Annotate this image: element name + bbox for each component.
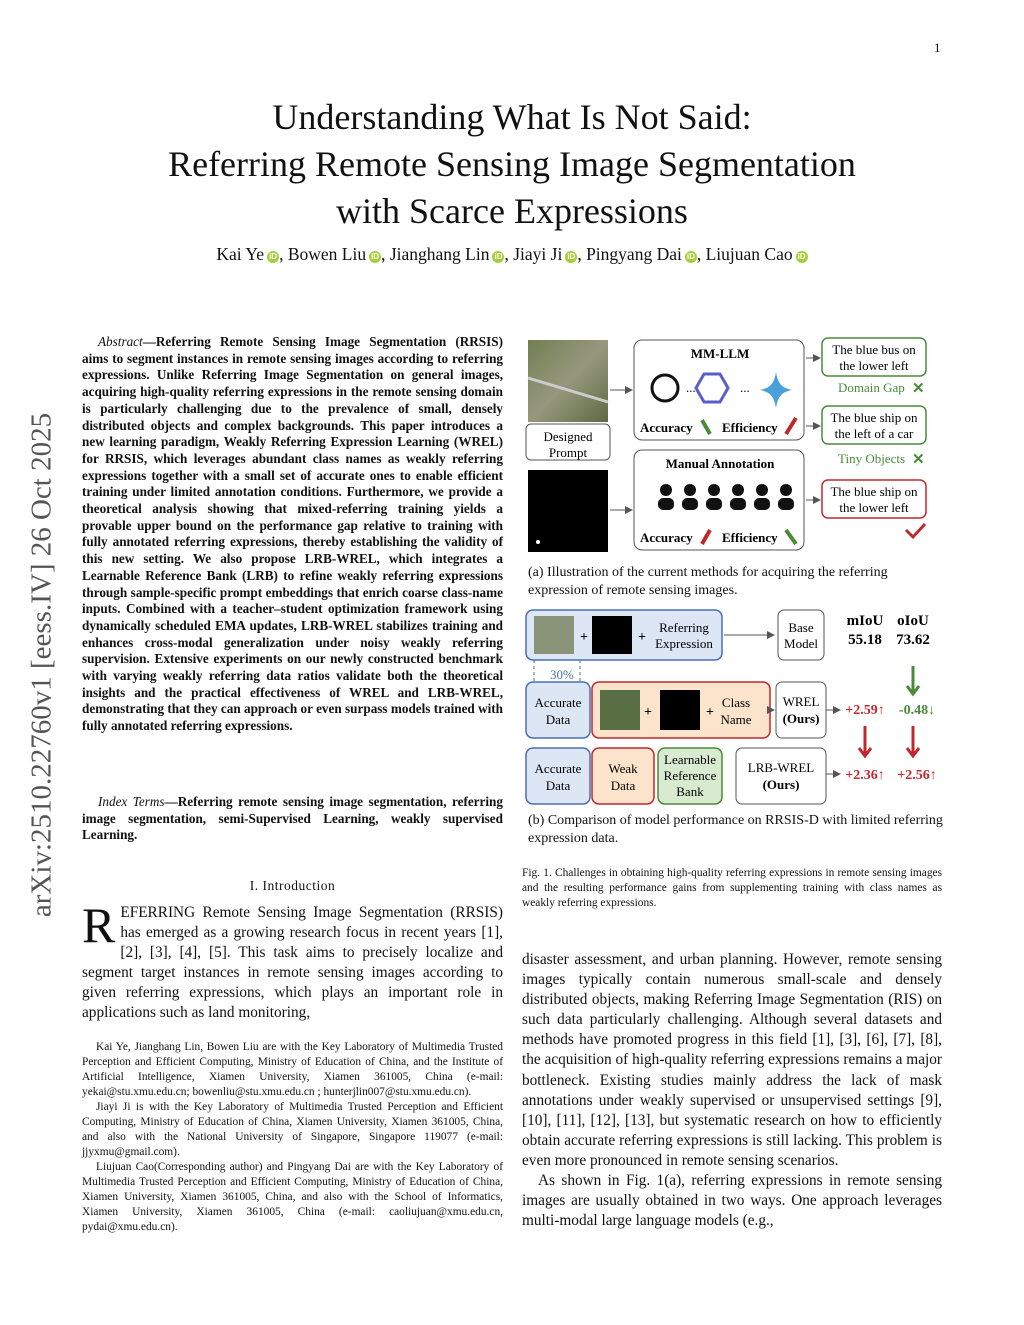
subcaption-b: (b) Comparison of model performance on RRSIS-D with limited referring expression data. bbox=[528, 813, 943, 846]
plus-sign: + bbox=[706, 705, 714, 720]
footnote: Kai Ye, Jianghang Lin, Bowen Liu are with the Key Laboratory of Multimedia Trusted Perception and Efficient Computing, Ministry of Education of China, and the Institute of Artificial Intelligence, Xiamen University, Xiamen 361005, China (e-mail: yekai@stu.xmu.edu.cn; bowenliu@stu.xmu.edu.cn ; hunterjlin007@stu.xmu.edu.cn). bbox=[82, 1041, 503, 1098]
author: Kai Ye bbox=[216, 244, 265, 264]
designed-prompt-label: Prompt bbox=[548, 445, 588, 460]
index-terms bbox=[82, 794, 503, 844]
ellipsis: ... bbox=[686, 380, 696, 395]
referring-expression-label: Expression bbox=[655, 636, 713, 651]
accurate-data-box bbox=[526, 748, 590, 804]
lrb-label: Learnable bbox=[664, 752, 716, 767]
mask-image bbox=[592, 616, 632, 654]
class-name-label: Name bbox=[720, 712, 752, 727]
efficiency-label: Efficiency bbox=[722, 530, 778, 545]
manual-annotation-label: Manual Annotation bbox=[665, 456, 775, 471]
orcid-icon[interactable]: iD bbox=[371, 252, 380, 261]
cross-icon: ✕ bbox=[912, 452, 925, 468]
lrb-wrel-box bbox=[736, 748, 826, 804]
author-list: Kai Ye iD , Bowen Liu iD , Jianghang Lin iD , Jiayi Ji iD , Pingyang Dai iD , Liujuan Cao iD bbox=[216, 244, 806, 264]
ratio-label: 30% bbox=[550, 667, 574, 682]
orcid-icon[interactable]: iD bbox=[494, 252, 503, 261]
oiou-header: oIoU bbox=[897, 613, 929, 629]
wrel-miou-gain: +2.59↑ bbox=[845, 703, 885, 718]
intro-paragraph bbox=[82, 897, 503, 1024]
output-expression-text: the lower left bbox=[839, 500, 909, 515]
satellite-image bbox=[534, 616, 574, 654]
title-line-3: with Scarce Expressions bbox=[336, 191, 688, 231]
page-number: 1 bbox=[934, 40, 941, 55]
title-line-2: Referring Remote Sensing Image Segmentation bbox=[168, 144, 856, 184]
index-terms-label: Index Terms bbox=[98, 794, 165, 809]
subcaption-a: (a) Illustration of the current methods for acquiring the referring expression of remote sensing images. bbox=[528, 565, 888, 598]
drop-cap: R bbox=[82, 897, 116, 953]
lrb-label: Reference bbox=[663, 768, 717, 783]
down-arrow-icon bbox=[859, 726, 871, 756]
accurate-data-label: Data bbox=[545, 712, 571, 727]
mask-image bbox=[528, 470, 608, 552]
accuracy-label: Accuracy bbox=[640, 420, 693, 435]
down-arrow-icon bbox=[907, 666, 919, 694]
miou-header: mIoU bbox=[846, 613, 884, 629]
output-expression-text: the lower left bbox=[839, 358, 909, 373]
footnotes bbox=[82, 1040, 503, 1235]
ellipsis: ... bbox=[740, 380, 750, 395]
lrb-wrel-oiou-gain: +2.56↑ bbox=[897, 768, 937, 783]
abstract-text: —Referring Remote Sensing Image Segmentation (RRSIS) aims to segment instances in remote sensing images according to referring expressions. Unlike Referring Image Segmentation on general images, acquiring high-quality referring expressions in the remote sensing domain is particularly challenging due to the prevalence of small, densely distributed objects and complex backgrounds. This paper introduces a new learning paradigm, Weakly Referring Expression Learning (WREL) for RRSIS, which leverages abundant class names as weakly referring expressions together with a small set of accurate ones to enable efficient training under limited annotation conditions. Furthermore, we provide a theoretical analysis showing that mixed-referring training yields a provable upper bound on the performance gap relative to training with fully annotated referring expressions, thereby establishing the validity of this new setting. We also propose LRB-WREL, which integrates a Learnable Reference Bank (LRB) to refine weakly referring expressions through sample-specific prompt embeddings that enrich coarse class-name inputs. Combined with a teacher–student optimization framework using dynamically scheduled EMA updates, LRB-WREL stabilizes training and enhances cross-modal generalization under noisy weakly referring supervision. Extensive experiments on our newly constructed benchmark with varying weakly referring data ratios validate both the theoretical insights and the practical effectiveness of WREL and LRB-WREL, demonstrating that they can approach or even surpass models trained with fully annotated referring expressions. bbox=[82, 334, 503, 734]
weak-data-label: Data bbox=[610, 778, 636, 793]
class-name-label: Class bbox=[721, 695, 751, 710]
efficiency-label: Efficiency bbox=[722, 420, 778, 435]
base-model-box bbox=[778, 610, 824, 660]
arxiv-sidebar bbox=[12, 360, 72, 970]
orcid-icon[interactable]: iD bbox=[797, 252, 806, 261]
author: Pingyang Dai bbox=[586, 244, 682, 264]
figure-caption: Fig. 1. Challenges in obtaining high-quality referring expressions in remote sensing images and the resulting performance gains from supplementing training with class names as weakly referring expressions. bbox=[522, 867, 942, 909]
orcid-icon[interactable]: iD bbox=[686, 252, 695, 261]
author: Bowen Liu bbox=[287, 244, 367, 264]
orcid-icon[interactable]: iD bbox=[269, 252, 278, 261]
abstract bbox=[82, 334, 503, 735]
lrb-wrel-label: (Ours) bbox=[762, 777, 800, 792]
index-terms-text: —Referring remote sensing image segmentation, referring image segmentation, semi-Supervised Learning, weakly supervised Learning. bbox=[82, 794, 503, 843]
orcid-icon[interactable]: iD bbox=[567, 252, 576, 261]
check-icon bbox=[906, 524, 925, 537]
cross-icon: ✕ bbox=[912, 381, 925, 397]
intro-text: disaster assessment, and urban planning. However, remote sensing images typically contain numerous small-scale and densely distributed objects, making Referring Image Segmentation (RIS) on such data particularly challenging. Although several datasets and methods have promoted progress in this field [1], [3], [6], [7], [8], the acquisition of high-quality referring expressions remains a major bottleneck. Existing studies mainly address the lack of mask annotations under weakly supervised or unsupervised settings [9], [10], [11], [12], [13], but systematic research on how to efficiently obtain accurate referring expressions is still lacking. This problem is even more pronounced in remote sensing scenarios. bbox=[522, 951, 942, 1169]
down-arrow-icon bbox=[907, 726, 919, 756]
wrel-box bbox=[776, 682, 826, 738]
author: Jianghang Lin bbox=[389, 244, 490, 264]
base-model-label: Base bbox=[788, 620, 814, 635]
intro-text: EFERRING Remote Sensing Image Segmentation (RRSIS) has emerged as a growing research focus in recent years [1], [2], [3], [4], [5]. This task aims to precisely localize and segment target instances in remote sensing images according to given referring expressions, which plays an important role in applications such as land monitoring, bbox=[82, 904, 503, 1022]
output-expression-text: The blue ship on bbox=[830, 410, 918, 425]
weak-data-box bbox=[592, 748, 654, 804]
lrb-wrel-label: LRB-WREL bbox=[747, 760, 815, 775]
plus-sign: + bbox=[638, 630, 646, 645]
arxiv-id: arXiv:2510.22760v1 [eess.IV] 26 Oct 2025 bbox=[25, 412, 58, 918]
abstract-label: Abstract bbox=[98, 334, 143, 349]
title-line-1: Understanding What Is Not Said: bbox=[272, 97, 752, 137]
lrb-wrel-miou-gain: +2.36↑ bbox=[845, 768, 885, 783]
oiou-value: 73.62 bbox=[896, 632, 930, 648]
base-model-label: Model bbox=[784, 636, 818, 651]
paper-title bbox=[80, 94, 944, 235]
accurate-data-label: Accurate bbox=[534, 695, 582, 710]
footnote: Jiayi Ji is with the Key Laboratory of Multimedia Trusted Perception and Efficient Computing, Ministry of Education of China, Xiamen University, Xiamen 361005, China, and also with the National University of Singapore, Singapore 119077 (e-mail: jjyxmu@gmail.com). bbox=[82, 1101, 503, 1158]
mask-image bbox=[660, 690, 700, 730]
output-expression-text: The blue ship on bbox=[830, 484, 918, 499]
footnote: Liujuan Cao(Corresponding author) and Pingyang Dai are with the Key Laboratory of Multimedia Trusted Perception and Efficient Computing, Ministry of Education of China, Xiamen University, Xiamen 361005, China, and also with the School of Informatics, Xiamen University, Xiamen 361005, China (e-mail: caoliujuan@xmu.edu.cn, pydai@xmu.edu.cn). bbox=[82, 1161, 503, 1233]
mm-llm-label: MM-LLM bbox=[690, 346, 750, 361]
output-expression-text: the left of a car bbox=[834, 426, 914, 441]
accuracy-label: Accuracy bbox=[640, 530, 693, 545]
accurate-data-box bbox=[526, 682, 590, 738]
accurate-data-label: Accurate bbox=[534, 761, 582, 776]
output-expression-text: The blue bus on bbox=[832, 342, 916, 357]
intro-continued bbox=[522, 950, 942, 1231]
plus-sign: + bbox=[580, 630, 588, 645]
wrel-label: WREL bbox=[782, 694, 820, 709]
wrel-oiou-gain: -0.48↓ bbox=[898, 703, 936, 718]
designed-prompt-label: Designed bbox=[543, 429, 593, 444]
referring-expression-label: Referring bbox=[659, 620, 709, 635]
domain-gap-label: Domain Gap bbox=[838, 380, 905, 395]
satellite-image bbox=[600, 690, 640, 730]
lrb-label: Bank bbox=[676, 784, 704, 799]
author: Liujuan Cao bbox=[705, 244, 793, 264]
tiny-objects-label: Tiny Objects bbox=[838, 451, 906, 466]
wrel-label: (Ours) bbox=[782, 711, 820, 726]
accurate-data-label: Data bbox=[545, 778, 571, 793]
section-heading: I. Introduction bbox=[249, 878, 336, 893]
author: Jiayi Ji bbox=[513, 244, 563, 264]
miou-value: 55.18 bbox=[848, 632, 882, 648]
intro-text: As shown in Fig. 1(a), referring expressions in remote sensing images are usually obtained in two ways. One approach leverages multi-modal large language models (e.g., bbox=[522, 1172, 942, 1230]
plus-sign: + bbox=[644, 705, 652, 720]
weak-data-label: Weak bbox=[608, 761, 638, 776]
